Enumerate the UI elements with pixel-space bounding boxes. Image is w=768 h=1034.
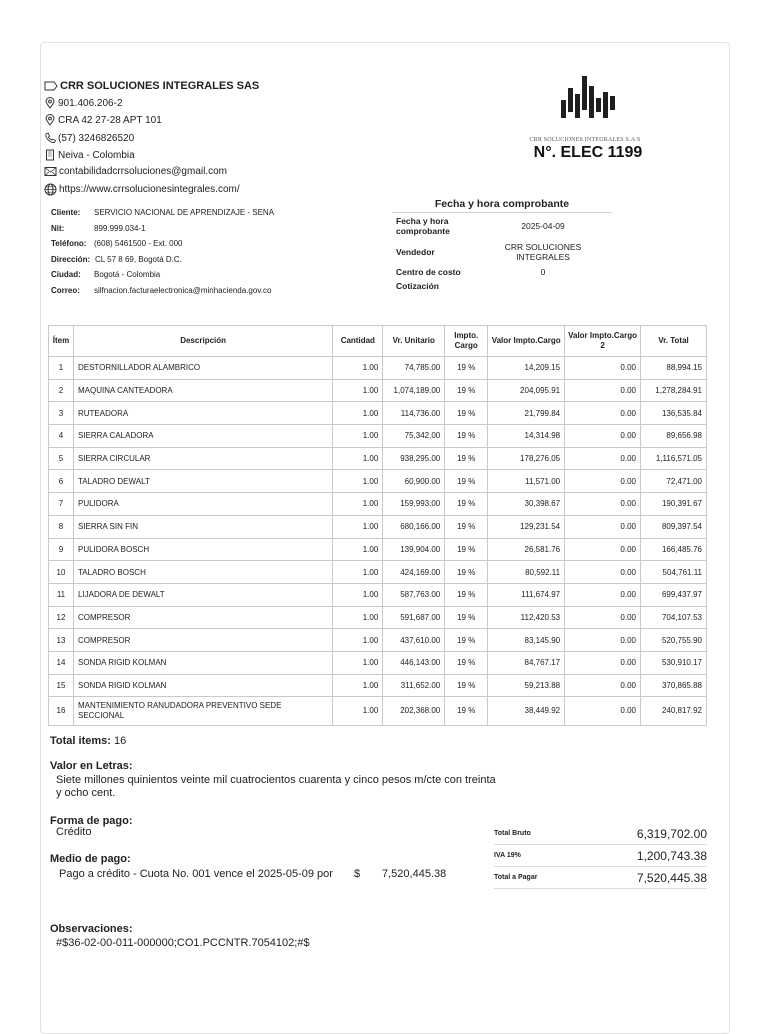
company-email: contabilidadcrrsoluciones@gmail.com [59,166,228,177]
cell-quantity: 1.00 [333,447,383,470]
cell-tax: 19 % [445,538,488,561]
cell-quantity: 1.00 [333,561,383,584]
vat-label: IVA 19% [494,852,521,859]
table-row [49,538,707,561]
cell-unit-price: 1,074,189.00 [383,379,445,402]
cell-tax-value-2: 0.00 [565,561,641,584]
cell-tax: 19 % [445,425,488,448]
cell-tax: 19 % [445,629,488,652]
cell-quantity: 1.00 [333,493,383,516]
cell-tax-value-2: 0.00 [565,402,641,425]
cell-tax-value: 30,398.67 [488,493,565,516]
cell-item: 2 [49,379,74,402]
company-website[interactable]: https://www.crrsolucionesintegrales.com/ [59,184,240,195]
totals-box [494,823,707,889]
table-row [49,447,707,470]
cell-description: PULIDORA [73,493,332,516]
table-row [49,697,707,726]
voucher-quote-label: Cotización [396,281,439,291]
cell-unit-price: 311,652.00 [383,674,445,697]
cell-tax-value-2: 0.00 [565,447,641,470]
total-gross-value: 6,319,702.00 [636,826,707,841]
cell-total: 809,397.54 [641,515,707,538]
cell-quantity: 1.00 [333,425,383,448]
cell-quantity: 1.00 [333,674,383,697]
cell-total: 520,755.90 [641,629,707,652]
cell-quantity: 1.00 [333,470,383,493]
company-logo-icon [558,74,618,120]
cell-description: COMPRESOR [73,606,332,629]
cell-tax-value-2: 0.00 [565,357,641,380]
cell-tax: 19 % [445,379,488,402]
phone-icon [44,132,56,144]
map-pin-icon [44,114,56,126]
cell-description: SIERRA CIRCULAR [73,447,332,470]
cell-total: 190,391.67 [641,493,707,516]
cell-total: 704,107.53 [641,606,707,629]
cell-unit-price: 75,342.00 [383,425,445,448]
cell-tax-value: 11,571.00 [488,470,565,493]
cell-unit-price: 446,143.00 [383,651,445,674]
voucher-title: Fecha y hora comprobante [392,198,612,213]
cell-unit-price: 587,763.00 [383,583,445,606]
cell-total: 1,278,284.91 [641,379,707,402]
cell-description: MAQUINA CANTEADORA [73,379,332,402]
table-header-row [49,326,707,357]
cell-unit-price: 114,736.00 [383,402,445,425]
cell-description: SIERRA CALADORA [73,425,332,448]
cell-total: 166,485.76 [641,538,707,561]
cell-item: 6 [49,470,74,493]
table-row [49,425,707,448]
header-tax: Impto. Cargo [445,326,488,357]
header-tax-value-2: Valor Impto.Cargo 2 [565,326,641,357]
cell-total: 530,910.17 [641,651,707,674]
client-city-label: Ciudad: [51,270,81,279]
table-row [49,561,707,584]
cell-total: 370,865.88 [641,674,707,697]
cell-tax-value-2: 0.00 [565,538,641,561]
cell-total: 1,116,571.05 [641,447,707,470]
cell-tax-value: 59,213.88 [488,674,565,697]
header-item: Ítem [49,326,74,357]
cell-quantity: 1.00 [333,606,383,629]
voucher-seller-label: Vendedor [396,247,435,257]
cell-item: 9 [49,538,74,561]
table-row [49,515,707,538]
table-row [49,606,707,629]
cell-tax: 19 % [445,606,488,629]
cell-unit-price: 202,368.00 [383,697,445,726]
table-row [49,629,707,652]
cell-quantity: 1.00 [333,583,383,606]
document-number: N°. ELEC 1199 [533,144,643,161]
cell-description: MANTENIMIENTO RANUDADORA PREVENTIVO SEDE SECCIONAL [73,697,332,726]
cell-total: 89,656.98 [641,425,707,448]
cell-unit-price: 680,166.00 [383,515,445,538]
voucher-date-value: 2025-04-09 [521,221,565,231]
cell-tax-value: 84,767.17 [488,651,565,674]
voucher-cost-center-label: Centro de costo [396,267,461,277]
cell-tax: 19 % [445,651,488,674]
cell-quantity: 1.00 [333,538,383,561]
client-address-value: CL 57 8 69, Bogotá D.C. [95,254,182,264]
client-city-value: Bogotá - Colombia [94,270,161,279]
building-icon [44,149,56,161]
cell-item: 7 [49,493,74,516]
cell-unit-price: 938,295.00 [383,447,445,470]
cell-unit-price: 424,169.00 [383,561,445,584]
cell-quantity: 1.00 [333,379,383,402]
table-row [49,674,707,697]
cell-item: 4 [49,425,74,448]
payment-method-value: Pago a crédito - Cuota No. 001 vence el 2025-05-09 por [59,868,333,880]
cell-tax-value: 38,449.92 [488,697,565,726]
company-city: Neiva - Colombia [58,149,135,161]
payment-form-value: Crédito [56,826,92,838]
header-quantity: Cantidad [333,326,383,357]
cell-tax-value-2: 0.00 [565,583,641,606]
cell-tax-value-2: 0.00 [565,697,641,726]
table-row [49,583,707,606]
table-row [49,493,707,516]
cell-total: 72,471.00 [641,470,707,493]
company-city-line [44,149,135,161]
cell-total: 504,761.11 [641,561,707,584]
logo-caption: CRR SOLUCIONES INTEGRALES S.A.S [529,137,641,143]
cell-tax-value: 112,420.53 [488,606,565,629]
cell-tax-value-2: 0.00 [565,470,641,493]
cell-tax-value: 14,209.15 [488,357,565,380]
payment-method-amount: 7,520,445.38 [382,868,447,880]
cell-total: 240,817.92 [641,697,707,726]
cell-description: SIERRA SIN FIN [73,515,332,538]
cell-item: 1 [49,357,74,380]
cell-tax: 19 % [445,561,488,584]
table-row [49,470,707,493]
cell-description: RUTEADORA [73,402,332,425]
observations-value: #$36-02-00-011-000000;CO1.PCCNTR.7054102;#$ [56,937,310,949]
company-address: CRA 42 27-28 APT 101 [58,114,162,126]
voucher-cost-center-value: 0 [540,267,546,277]
total-items-label: Total items: [50,735,111,747]
cell-tax-value-2: 0.00 [565,515,641,538]
cell-unit-price: 437,610.00 [383,629,445,652]
cell-tax-value: 83,145.90 [488,629,565,652]
cell-item: 13 [49,629,74,652]
cell-tax-value: 14,314.98 [488,425,565,448]
company-phone: (57) 3246826520 [58,132,135,144]
cell-quantity: 1.00 [333,402,383,425]
cell-unit-price: 60,900.00 [383,470,445,493]
cell-item: 5 [49,447,74,470]
company-name: CRR SOLUCIONES INTEGRALES SAS [60,80,260,92]
items-table [48,325,707,726]
cell-quantity: 1.00 [333,651,383,674]
cell-quantity: 1.00 [333,515,383,538]
cell-tax-value: 80,592.11 [488,561,565,584]
cell-tax-value: 204,095.91 [488,379,565,402]
total-pay-row [494,867,707,889]
globe-icon [44,183,57,196]
cell-tax-value: 26,581.76 [488,538,565,561]
cell-item: 3 [49,402,74,425]
cell-tax: 19 % [445,357,488,380]
header-unit-price: Vr. Unitario [383,326,445,357]
cell-tax-value-2: 0.00 [565,379,641,402]
cell-description: TALADRO BOSCH [73,561,332,584]
cell-unit-price: 74,785.00 [383,357,445,380]
observations-label: Observaciones: [50,923,133,935]
company-phone-line [44,132,134,144]
cell-description: LIJADORA DE DEWALT [73,583,332,606]
vat-row [494,845,707,867]
voucher-seller-value: CRR SOLUCIONES INTEGRALES [504,242,582,262]
company-nit: 901.406.206-2 [58,97,123,109]
total-gross-row [494,823,707,845]
total-gross-label: Total Bruto [494,830,531,837]
cell-tax: 19 % [445,493,488,516]
cell-description: PULIDORA BOSCH [73,538,332,561]
client-info [51,205,274,298]
cell-unit-price: 159,993.00 [383,493,445,516]
cell-total: 699,437.97 [641,583,707,606]
company-address-line [44,114,162,126]
client-nit-label: Nit: [51,223,65,233]
voucher-info [396,198,612,293]
client-nit-value: 899.999.034-1 [94,223,146,233]
client-phone-value: (608) 5461500 - Ext. 000 [94,239,183,248]
cell-description: SONDA RIGID KOLMAN [73,674,332,697]
client-email-label: Correo: [51,285,80,295]
cell-quantity: 1.00 [333,629,383,652]
cell-tax-value: 129,231.54 [488,515,565,538]
cell-item: 10 [49,561,74,584]
cell-tax-value-2: 0.00 [565,606,641,629]
company-name-line [44,80,259,92]
client-label: Cliente: [51,208,81,217]
cell-item: 14 [49,651,74,674]
company-nit-line [44,97,123,109]
total-items [50,735,126,747]
cell-item: 12 [49,606,74,629]
cell-tax-value: 178,276.05 [488,447,565,470]
table-row [49,379,707,402]
client-email-value: silfnacion.facturaelectronica@minhacienda.gov.co [94,285,272,295]
total-items-value: 16 [113,735,127,747]
vat-value: 1,200,743.38 [636,848,707,863]
cell-tax-value: 111,674.97 [488,583,565,606]
client-value: SERVICIO NACIONAL DE APRENDIZAJE - SENA [94,208,275,217]
cell-unit-price: 139,904.00 [383,538,445,561]
company-website-line [44,183,240,196]
cell-tax-value-2: 0.00 [565,651,641,674]
cell-unit-price: 591,687.00 [383,606,445,629]
header-total: Vr. Total [641,326,707,357]
cell-tax: 19 % [445,697,488,726]
cell-description: TALADRO DEWALT [73,470,332,493]
cell-tax: 19 % [445,583,488,606]
cell-tax: 19 % [445,470,488,493]
client-phone-label: Teléfono: [51,239,87,248]
cell-description: DESTORNILLADOR ALAMBRICO [73,357,332,380]
tag-icon [44,81,58,91]
cell-tax-value-2: 0.00 [565,629,641,652]
cell-quantity: 1.00 [333,697,383,726]
cell-item: 11 [49,583,74,606]
table-row [49,402,707,425]
client-address-label: Dirección: [51,254,91,264]
cell-quantity: 1.00 [333,357,383,380]
company-email-line [44,166,227,177]
cell-total: 136,535.84 [641,402,707,425]
header-description: Descripción [73,326,332,357]
cell-tax: 19 % [445,447,488,470]
amount-words-value: Siete millones quinientos veinte mil cuatrocientos cuarenta y cinco pesos m/cte con treinta y ocho cent. [56,774,496,799]
cell-tax-value-2: 0.00 [565,425,641,448]
amount-words-label: Valor en Letras: [50,760,133,772]
cell-item: 15 [49,674,74,697]
cell-description: COMPRESOR [73,629,332,652]
cell-description: SONDA RIGID KOLMAN [73,651,332,674]
cell-item: 8 [49,515,74,538]
payment-form-label: Forma de pago: [50,815,133,827]
cell-tax-value-2: 0.00 [565,674,641,697]
total-pay-label: Total a Pagar [494,874,538,881]
mail-icon [44,166,57,177]
payment-method-label: Medio de pago: [50,853,131,865]
payment-method-currency: $ [354,868,361,880]
total-pay-value: 7,520,445.38 [636,870,707,885]
cell-tax: 19 % [445,515,488,538]
cell-tax: 19 % [445,402,488,425]
header-tax-value: Valor Impto.Cargo [488,326,565,357]
location-icon [44,97,56,109]
cell-total: 88,994.15 [641,357,707,380]
table-row [49,357,707,380]
voucher-date-label: Fecha y hora comprobante [396,216,450,236]
table-row [49,651,707,674]
cell-tax-value-2: 0.00 [565,493,641,516]
cell-item: 16 [49,697,74,726]
cell-tax: 19 % [445,674,488,697]
cell-tax-value: 21,799.84 [488,402,565,425]
